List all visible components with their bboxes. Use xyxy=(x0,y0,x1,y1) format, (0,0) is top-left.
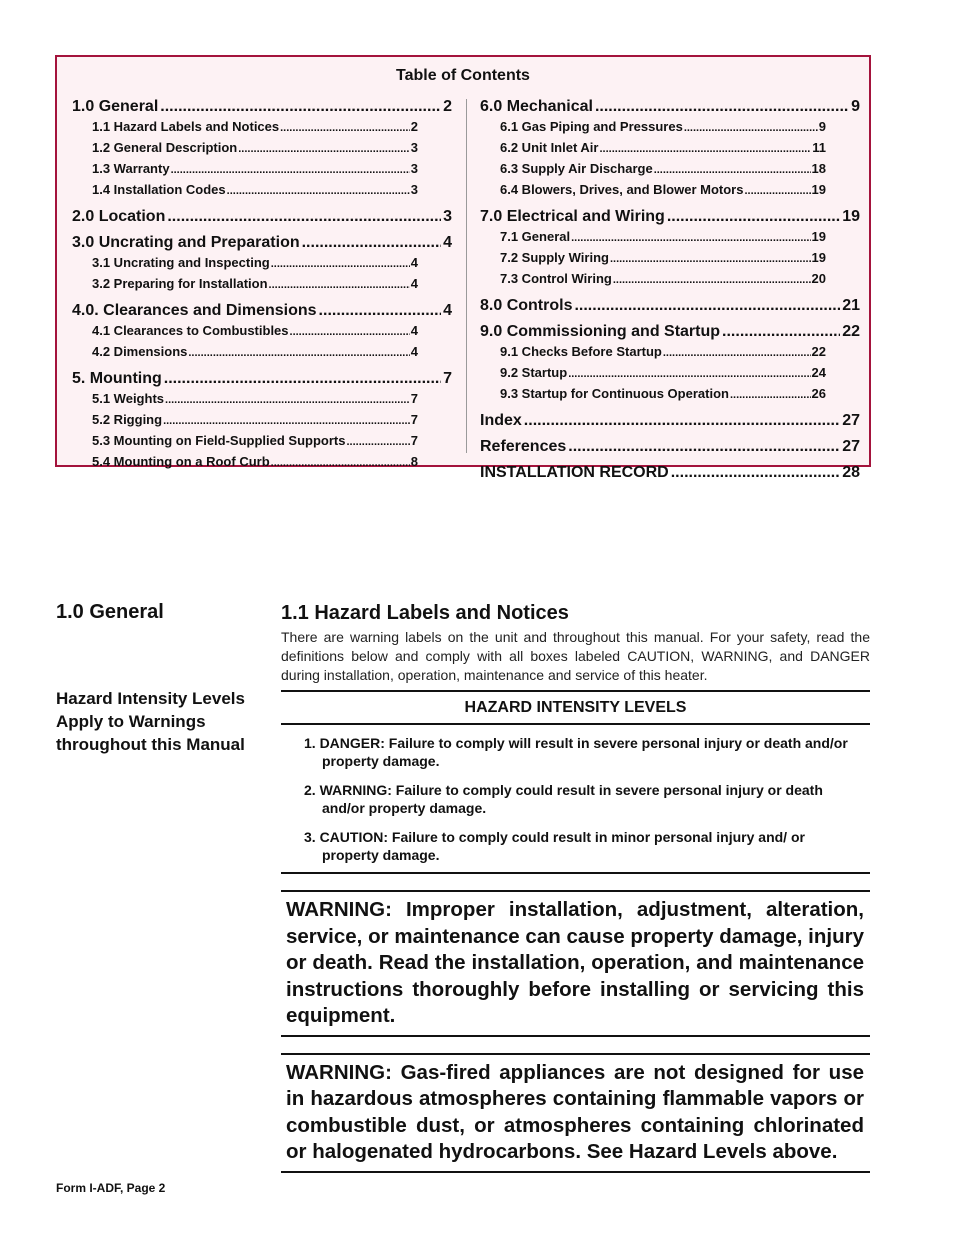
toc-subsection-entry[interactable] xyxy=(480,138,860,159)
toc-subsection-label: 5.3 Mounting on Field-Supplied Supports xyxy=(92,433,346,448)
toc-subsection-label: 6.2 Unit Inlet Air xyxy=(500,140,599,155)
toc-subsection-entry[interactable] xyxy=(480,159,860,180)
toc-section-entry[interactable] xyxy=(72,233,452,253)
toc-page-number: 24 xyxy=(811,365,826,380)
hazard-levels-box xyxy=(281,690,870,874)
toc-subsection-label: 5.4 Mounting on a Roof Curb xyxy=(92,454,270,469)
toc-subsection-label: 1.4 Installation Codes xyxy=(92,182,226,197)
page-footer: Form I-ADF, Page 2 xyxy=(56,1181,166,1195)
toc-section-label: 7.0 Electrical and Wiring xyxy=(480,208,665,225)
toc-subsection-entry[interactable] xyxy=(72,274,452,295)
toc-section-label: Index xyxy=(480,412,522,429)
hazard-item-danger: 1. DANGER: Failure to comply will result in severe personal injury or death and/or property damage. xyxy=(304,735,848,769)
toc-subsection-entry[interactable] xyxy=(72,389,452,410)
toc-section-entry[interactable] xyxy=(480,207,860,227)
toc-leader-dots xyxy=(290,323,410,342)
toc-subsection-entry[interactable] xyxy=(72,410,452,431)
toc-section-entry[interactable] xyxy=(72,97,452,117)
toc-page-number: 8 xyxy=(410,454,418,469)
toc-page-number: 4 xyxy=(443,234,452,251)
toc-leader-dots xyxy=(684,119,818,138)
toc-subsection-label: 1.2 General Description xyxy=(92,140,238,155)
toc-leader-dots xyxy=(722,322,840,342)
toc-subsection-entry[interactable] xyxy=(72,138,452,159)
toc-page-number: 4 xyxy=(443,302,452,319)
toc-page-number: 26 xyxy=(811,386,826,401)
toc-leader-dots xyxy=(319,301,442,321)
toc-leader-dots xyxy=(599,140,811,159)
toc-subsection-label: 5.2 Rigging xyxy=(92,412,163,427)
warning-hazardous-atmospheres: WARNING: Gas-fired appliances are not designed for use in hazardous atmospheres containing flammable vapors or combustible dust, or atmospheres containing chlorinated or halogenated hydrocarbons. See Hazard Levels above. xyxy=(281,1053,870,1173)
toc-section-label: 5. Mounting xyxy=(72,370,162,387)
toc-leader-dots xyxy=(568,365,810,384)
toc-page-number: 21 xyxy=(842,297,860,314)
toc-section-entry[interactable] xyxy=(480,296,860,316)
toc-leader-dots xyxy=(744,182,810,201)
toc-section-entry[interactable] xyxy=(480,97,860,117)
toc-subsection-entry[interactable] xyxy=(72,452,452,473)
toc-title: Table of Contents xyxy=(396,67,530,84)
toc-page-number: 7 xyxy=(410,391,418,406)
toc-subsection-entry[interactable] xyxy=(480,269,860,290)
toc-leader-dots xyxy=(730,386,811,405)
hazard-item-warning: 2. WARNING: Failure to comply could result in severe personal injury or death and/or property damage. xyxy=(304,782,823,816)
toc-subsection-label: 7.3 Control Wiring xyxy=(500,271,612,286)
toc-subsection-label: 3.2 Preparing for Installation xyxy=(92,276,268,291)
toc-subsection-entry[interactable] xyxy=(480,363,860,384)
toc-subsection-label: 5.1 Weights xyxy=(92,391,165,406)
toc-leader-dots xyxy=(188,344,409,363)
toc-page-number: 19 xyxy=(842,208,860,225)
toc-leader-dots xyxy=(160,97,441,117)
toc-subsection-entry[interactable] xyxy=(480,117,860,138)
toc-page-number: 3 xyxy=(443,208,452,225)
toc-page-number: 4 xyxy=(410,344,418,359)
toc-page-number: 18 xyxy=(811,161,826,176)
toc-section-entry[interactable] xyxy=(72,207,452,227)
toc-leader-dots xyxy=(171,161,410,180)
toc-page-number: 22 xyxy=(811,344,826,359)
toc-leader-dots xyxy=(524,411,840,431)
toc-subsection-label: 4.1 Clearances to Combustibles xyxy=(92,323,289,338)
toc-leader-dots xyxy=(280,119,410,138)
toc-leader-dots xyxy=(227,182,410,201)
toc-leader-dots xyxy=(574,296,840,316)
toc-section-label: INSTALLATION RECORD xyxy=(480,464,669,481)
toc-leader-dots xyxy=(302,233,441,253)
toc-page-number: 20 xyxy=(811,271,826,286)
toc-leader-dots xyxy=(164,369,441,389)
toc-section-label: 1.0 General xyxy=(72,98,159,115)
toc-leader-dots xyxy=(269,276,410,295)
toc-page-number: 2 xyxy=(443,98,452,115)
toc-section-label: 8.0 Controls xyxy=(480,297,573,314)
toc-subsection-label: 9.2 Startup xyxy=(500,365,568,380)
toc-leader-dots xyxy=(163,412,410,431)
toc-page-number: 3 xyxy=(410,161,418,176)
toc-subsection-label: 1.1 Hazard Labels and Notices xyxy=(92,119,280,134)
toc-leader-dots xyxy=(663,344,811,363)
toc-leader-dots xyxy=(610,250,811,269)
toc-page-number: 19 xyxy=(811,250,826,265)
toc-page-number: 7 xyxy=(443,370,452,387)
toc-page-number: 4 xyxy=(410,323,418,338)
toc-page-number: 19 xyxy=(811,182,826,197)
toc-page-number: 7 xyxy=(410,433,418,448)
toc-subsection-label: 6.3 Supply Air Discharge xyxy=(500,161,653,176)
toc-divider xyxy=(466,99,467,453)
toc-subsection-entry[interactable] xyxy=(480,227,860,248)
toc-leader-dots xyxy=(271,454,410,473)
toc-subsection-entry[interactable] xyxy=(480,342,860,363)
toc-subsection-label: 3.1 Uncrating and Inspecting xyxy=(92,255,270,270)
toc-subsection-entry[interactable] xyxy=(72,180,452,201)
toc-section-label: References xyxy=(480,438,567,455)
toc-page-number: 4 xyxy=(410,255,418,270)
toc-page-number: 19 xyxy=(811,229,826,244)
toc-section-label: 2.0 Location xyxy=(72,208,166,225)
toc-page-number: 3 xyxy=(410,182,418,197)
toc-section-entry[interactable] xyxy=(72,369,452,389)
toc-section-entry[interactable] xyxy=(480,411,860,431)
toc-leader-dots xyxy=(346,433,409,452)
intro-paragraph: There are warning labels on the unit and throughout this manual. For your safety, read the definitions below and comply with all boxes labeled CAUTION, WARNING, and DANGER during installation, operation, maintenance and service of this heater. xyxy=(281,629,870,683)
toc-subsection-label: 9.3 Startup for Continuous Operation xyxy=(500,386,729,401)
toc-section-label: 3.0 Uncrating and Preparation xyxy=(72,234,300,251)
toc-subsection-label: 9.1 Checks Before Startup xyxy=(500,344,662,359)
toc-page-number: 4 xyxy=(410,276,418,291)
toc-page-number: 22 xyxy=(842,323,860,340)
toc-page-number: 3 xyxy=(410,140,418,155)
toc-leader-dots xyxy=(571,229,810,248)
subsection-heading: 1.1 Hazard Labels and Notices xyxy=(281,602,569,624)
toc-section-entry[interactable] xyxy=(480,437,860,457)
toc-subsection-label: 4.2 Dimensions xyxy=(92,344,188,359)
hazard-item-caution: 3. CAUTION: Failure to comply could result in minor personal injury and/ or property damage. xyxy=(304,829,805,863)
toc-page-number: 9 xyxy=(851,98,860,115)
main-content xyxy=(281,601,870,1173)
toc-leader-dots xyxy=(165,391,410,410)
toc-page-number: 11 xyxy=(812,140,826,155)
warning-installation: WARNING: Improper installation, adjustment, alteration, service, or maintenance can cause property damage, injury or death. Read the installation, operation, and maintenance instructions thoroughly before installing or servicing this equipment. xyxy=(281,890,870,1037)
toc-subsection-label: 7.2 Supply Wiring xyxy=(500,250,609,265)
toc-subsection-entry[interactable] xyxy=(72,159,452,180)
toc-section-entry[interactable] xyxy=(480,463,860,483)
toc-page-number: 7 xyxy=(410,412,418,427)
toc-subsection-entry[interactable] xyxy=(480,248,860,269)
toc-page-number: 2 xyxy=(410,119,418,134)
toc-section-label: 9.0 Commissioning and Startup xyxy=(480,323,721,340)
toc-leader-dots xyxy=(654,161,811,180)
toc-page-number: 9 xyxy=(818,119,826,134)
toc-leader-dots xyxy=(568,437,840,457)
toc-leader-dots xyxy=(238,140,410,159)
toc-left-column xyxy=(72,97,452,473)
toc-subsection-entry[interactable] xyxy=(480,384,860,405)
toc-subsection-entry[interactable] xyxy=(72,431,452,452)
toc-subsection-label: 1.3 Warranty xyxy=(92,161,170,176)
table-of-contents xyxy=(55,55,871,481)
toc-leader-dots xyxy=(167,207,441,227)
toc-section-label: 4.0. Clearances and Dimensions xyxy=(72,302,317,319)
toc-leader-dots xyxy=(613,271,811,290)
toc-subsection-entry[interactable] xyxy=(480,180,860,201)
toc-page-number: 28 xyxy=(842,464,860,481)
toc-section-label: 6.0 Mechanical xyxy=(480,98,593,115)
toc-leader-dots xyxy=(595,97,849,117)
hazard-levels-list xyxy=(281,725,870,872)
toc-leader-dots xyxy=(271,255,410,274)
toc-subsection-entry[interactable] xyxy=(72,253,452,274)
section-heading: 1.0 General xyxy=(56,601,164,623)
toc-subsection-entry[interactable] xyxy=(72,342,452,363)
toc-page-number: 27 xyxy=(842,438,860,455)
toc-leader-dots xyxy=(671,463,840,483)
hazard-levels-title: HAZARD INTENSITY LEVELS xyxy=(281,692,870,725)
toc-leader-dots xyxy=(667,207,840,227)
toc-subsection-label: 6.4 Blowers, Drives, and Blower Motors xyxy=(500,182,744,197)
hazard-side-note: Hazard Intensity Levels Apply to Warnings throughout this Manual xyxy=(56,689,245,754)
toc-section-entry[interactable] xyxy=(72,301,452,321)
toc-page-number: 27 xyxy=(842,412,860,429)
toc-subsection-entry[interactable] xyxy=(72,321,452,342)
toc-subsection-label: 7.1 General xyxy=(500,229,571,244)
toc-section-entry[interactable] xyxy=(480,322,860,342)
toc-subsection-entry[interactable] xyxy=(72,117,452,138)
toc-subsection-label: 6.1 Gas Piping and Pressures xyxy=(500,119,683,134)
toc-right-column xyxy=(480,97,860,483)
